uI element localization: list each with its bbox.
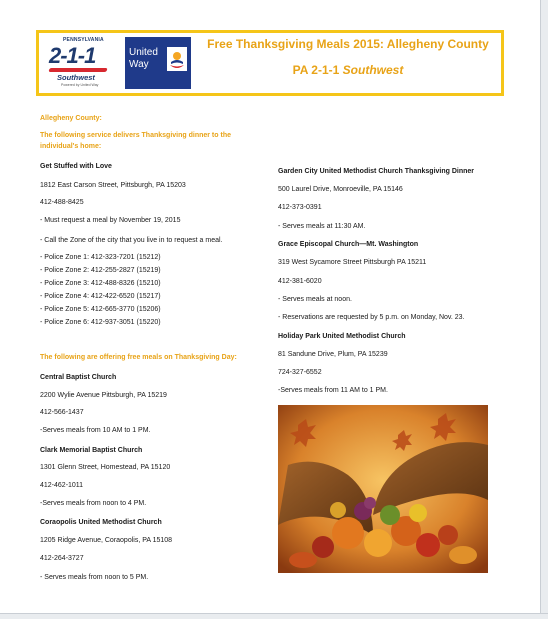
police-zone-2: - Police Zone 2: 412-255-2827 (15219) xyxy=(40,267,161,274)
county-heading: Allegheny County: xyxy=(40,115,102,122)
listing-name: Central Baptist Church xyxy=(40,374,117,381)
listing-note: -Serves meals from noon to 4 PM. xyxy=(40,500,147,507)
logo-state: PENNSYLVANIA xyxy=(63,37,104,43)
police-zone-1: - Police Zone 1: 412-323-7201 (15212) xyxy=(40,254,161,261)
cornucopia-image xyxy=(278,405,488,573)
listing-note: -Serves meals from 10 AM to 1 PM. xyxy=(40,427,151,434)
listing-address: 1205 Ridge Avenue, Coraopolis, PA 15108 xyxy=(40,537,173,544)
listing-phone: 412-566-1437 xyxy=(40,409,84,416)
delivery-note-1: - Must request a meal by November 19, 2015 xyxy=(40,217,181,224)
logo-number: 2-1-1 xyxy=(49,43,96,68)
listing-phone: 412-381-6020 xyxy=(278,278,322,285)
listing-name: Garden City United Methodist Church Thanksgiving Dinner xyxy=(278,168,475,175)
listing-note: - Serves meals from noon to 5 PM. xyxy=(40,574,149,581)
listing-address: 81 Sandune Drive, Plum, PA 15239 xyxy=(278,351,388,358)
listing-name: Coraopolis United Methodist Church xyxy=(40,519,162,526)
listing-note: - Serves meals at noon. xyxy=(278,296,352,303)
united-way-logo xyxy=(125,37,191,89)
subtitle-prefix: PA 2-1-1 xyxy=(292,63,340,77)
listing-address: 1301 Glenn Street, Homestead, PA 15120 xyxy=(40,464,171,471)
listing-phone: 724-327-6552 xyxy=(278,369,322,376)
delivery-name: Get Stuffed with Love xyxy=(40,163,112,170)
listing-note: - Reservations are requested by 5 p.m. on Monday, Nov. 23. xyxy=(278,314,465,321)
page-subtitle xyxy=(193,63,503,77)
page-edge-right xyxy=(540,0,548,619)
listing-address: 500 Laurel Drive, Monroeville, PA 15146 xyxy=(278,186,403,193)
listing-note: - Serves meals at 11:30 AM. xyxy=(278,223,366,230)
pa-211-logo xyxy=(47,37,113,89)
listing-phone: 412-264-3727 xyxy=(40,555,84,562)
delivery-heading-line1: The following service delivers Thanksgiving dinner to the xyxy=(40,132,231,139)
logo-powered-by: Powered by United Way xyxy=(61,83,99,87)
listing-phone: 412-462-1011 xyxy=(40,482,84,489)
listing-name: Clark Memorial Baptist Church xyxy=(40,447,143,454)
police-zone-6: - Police Zone 6: 412-937-3051 (15220) xyxy=(40,319,161,326)
police-zone-4: - Police Zone 4: 412-422-6520 (15217) xyxy=(40,293,161,300)
listing-address: 319 West Sycamore Street Pittsburgh PA 15211 xyxy=(278,259,427,266)
delivery-address: 1812 East Carson Street, Pittsburgh, PA 15203 xyxy=(40,182,186,189)
delivery-note-2: - Call the Zone of the city that you live in to request a meal. xyxy=(40,237,223,244)
logo-swoosh xyxy=(48,68,107,72)
delivery-phone: 412-488-8425 xyxy=(40,199,84,206)
page-edge-bottom xyxy=(0,613,548,619)
police-zone-5: - Police Zone 5: 412-665-3770 (15206) xyxy=(40,306,161,313)
subtitle-region: Southwest xyxy=(342,63,404,77)
listing-note: -Serves meals from 11 AM to 1 PM. xyxy=(278,387,388,394)
logo-region: Southwest xyxy=(57,73,95,82)
united-way-text: United Way xyxy=(129,47,158,70)
header-banner xyxy=(36,30,504,96)
meals-heading: The following are offering free meals on Thanksgiving Day: xyxy=(40,354,237,361)
delivery-heading-line2: individual's home: xyxy=(40,143,102,150)
police-zone-3: - Police Zone 3: 412-488-8326 (15210) xyxy=(40,280,161,287)
listing-address: 2200 Wylie Avenue Pittsburgh, PA 15219 xyxy=(40,392,167,399)
united-way-hand-icon xyxy=(167,47,187,71)
page-title: Free Thanksgiving Meals 2015: Allegheny County xyxy=(207,37,489,51)
listing-name: Holiday Park United Methodist Church xyxy=(278,333,406,340)
listing-phone: 412-373-0391 xyxy=(278,204,322,211)
listing-name: Grace Episcopal Church—Mt. Washington xyxy=(278,241,419,248)
